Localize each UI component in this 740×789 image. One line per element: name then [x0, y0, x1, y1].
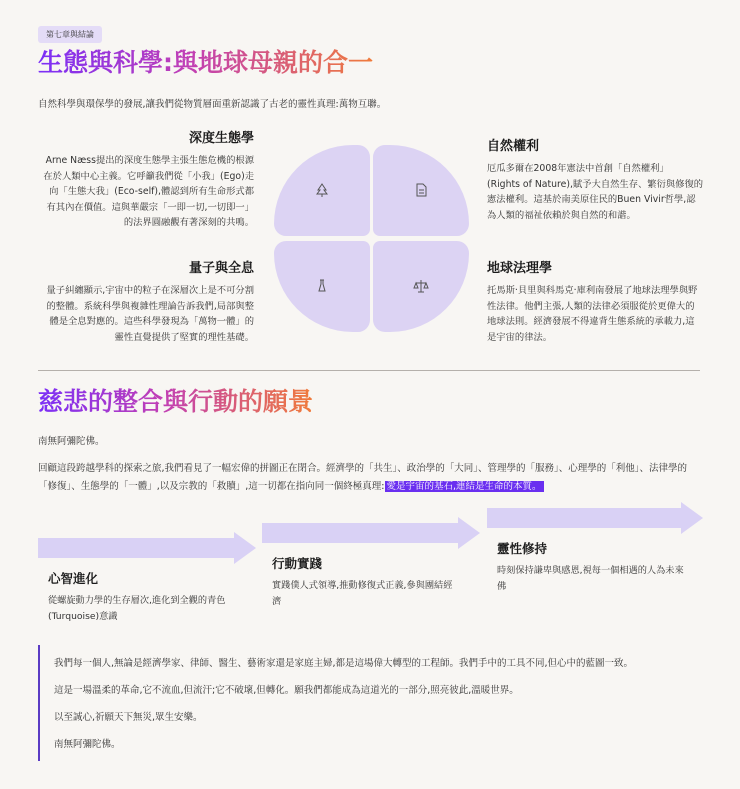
step-arrow-1 — [38, 532, 256, 564]
quantum-text: 量子糾纏顯示,宇宙中的粒子在深層次上是不可分割 的整體。系統科學與複雜性理論告訴我們,局部與整 體是全息對應的。這些科學發現為「萬物一體」的 靈性直覺提供了堅實的理性基礎。 — [46, 285, 254, 343]
page-title: 生態與科學:與地球母親的合一 — [38, 46, 373, 80]
step-action-practice — [272, 555, 472, 610]
intro-text: 自然科學與環保學的發展,讓我們從物質層面重新認識了古老的靈性真理:萬物互聯。 — [38, 99, 387, 110]
earth-jurisprudence-text: 托馬斯·貝里與科馬克·庫利南發展了地球法理學與野 性法律。他們主張,人類的法律必須服從於更偉大的 地球法則。經濟發展不得違背生態系統的承載力,這 是宇宙的律法。 — [487, 285, 698, 343]
closing-paragraph-3: 以至誠心,祈願天下無災,眾生安樂。 — [54, 712, 203, 723]
petal-top-right — [373, 145, 469, 236]
petal-top-left — [274, 145, 370, 236]
document-icon — [413, 182, 429, 198]
scale-icon — [413, 278, 429, 294]
earth-jurisprudence-title: 地球法理學 — [487, 261, 553, 276]
deep-ecology-block — [30, 130, 254, 231]
quantum-block — [30, 260, 254, 345]
petal-bottom-right — [373, 241, 469, 332]
step-title: 心智進化 — [48, 571, 99, 586]
closing-paragraph-2: 這是一場溫柔的革命,它不流血,但流汗;它不破壞,但轉化。願我們都能成為這道光的一部分,照亮彼此,溫暖世界。 — [54, 685, 519, 696]
namo-text: 南無阿彌陀佛。 — [38, 436, 105, 447]
closing-paragraph-1: 我們每一個人,無論是經濟學家、律師、醫生、藝術家還是家庭主婦,都是這場偉大轉型的工程師。我們手中的工具不同,但心中的藍圖一致。 — [54, 658, 634, 669]
closing-paragraph-4: 南無阿彌陀佛。 — [54, 739, 121, 750]
quote-bar — [38, 645, 40, 761]
flask-icon — [314, 278, 330, 294]
step-text: 從螺旋動力學的生存層次,進化到全觀的青色 (Turquoise)意識 — [48, 595, 226, 622]
rights-of-nature-text: 厄瓜多爾在2008年憲法中首創「自然權利」 (Rights of Nature),賦予大自然生存、繁衍與修復的 憲法權利。這基於南美原住民的Buen Vivir哲學,認 為人類的福祉依賴於與自然的和諧。 — [487, 163, 704, 221]
step-text: 實踐僕人式領導,推動修復式正義,參與團結經 濟 — [272, 580, 453, 607]
step-title: 靈性修持 — [497, 541, 548, 556]
earth-jurisprudence-block — [487, 260, 717, 345]
review-paragraph: 回顧這段跨越學科的探索之旅,我們看見了一幅宏偉的拼圖正在閉合。經濟學的「共生」、政治學的「大同」、管理學的「服務」、心理學的「利他」、法律學的 「修復」、生態學的「一體」,以及宗教的「救贖」,這一切都在指向同一個終極真理: 愛是宇宙的基石,連結是生命的本質。 — [38, 463, 688, 492]
section-title: 慈悲的整合與行動的願景 — [38, 385, 313, 419]
step-mind-evolution — [48, 570, 248, 625]
highlighted-truth: 愛是宇宙的基石,連結是生命的本質。 — [386, 481, 542, 492]
tree-icon — [314, 182, 330, 198]
step-title: 行動實踐 — [272, 556, 323, 571]
step-arrow-3 — [487, 502, 703, 534]
quantum-title: 量子與全息 — [188, 261, 254, 276]
step-arrow-2 — [262, 517, 480, 549]
rights-of-nature-title: 自然權利 — [487, 139, 540, 154]
deep-ecology-title: 深度生態學 — [188, 131, 254, 146]
step-text: 時刻保持謙卑與感恩,視每一個相遇的人為未來 佛 — [497, 565, 684, 592]
petal-bottom-left — [274, 241, 370, 332]
step-spiritual-practice — [497, 540, 702, 595]
chapter-tag: 第七章與結論 — [38, 26, 102, 43]
deep-ecology-text: Arne Næss提出的深度生態學主張生態危機的根源 在於人類中心主義。它呼籲我們從「小我」(Ego)走 向「生態大我」(Eco-self),體認到所有生命形式都 有其內在價值。這與華嚴宗「一即一切,一切即一」 的法界圓融觀有著深刻的共鳴。 — [43, 155, 254, 229]
rights-of-nature-block — [487, 138, 717, 223]
section-divider — [38, 370, 700, 371]
